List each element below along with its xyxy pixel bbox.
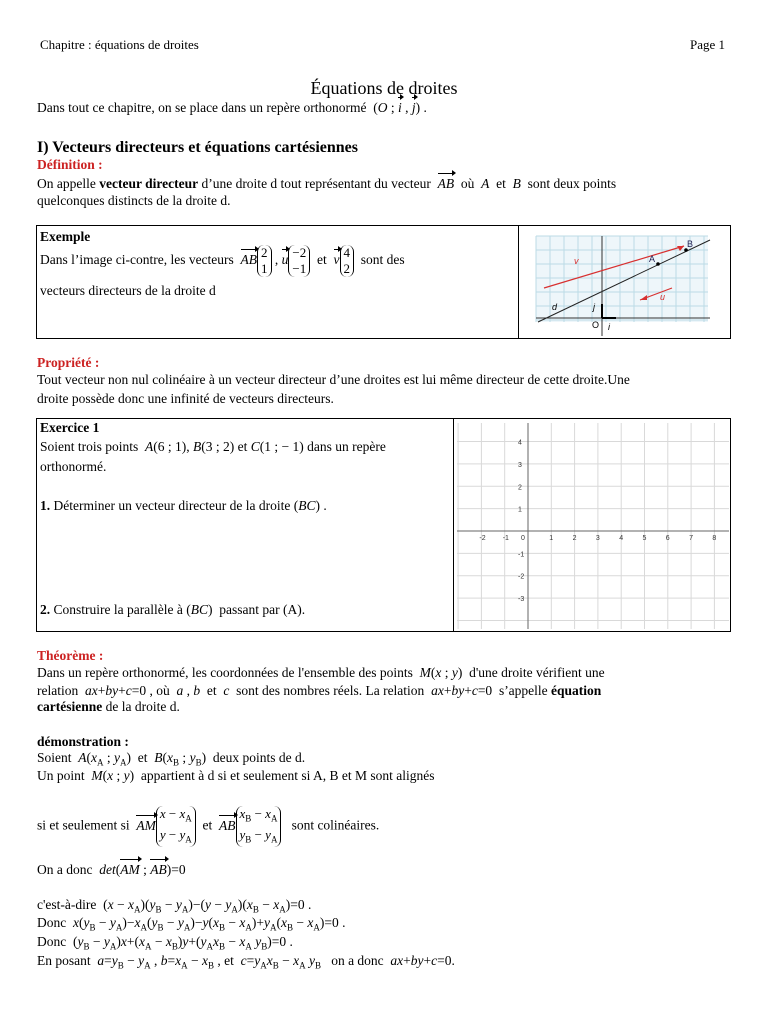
y-tick-label: 4 (518, 439, 522, 447)
y-tick-label: -3 (518, 596, 525, 604)
exercise-question-2: 2. Construire la parallèle à (BC) passant par (A). (40, 602, 306, 617)
page-title: Équations de droites (310, 78, 458, 98)
label-v: v (574, 256, 579, 266)
x-tick-label: 1 (549, 535, 554, 542)
definition-text-2: quelconques distincts de la droite d. (37, 193, 231, 208)
example-figure (530, 230, 720, 338)
x-tick-label: 7 (689, 535, 694, 542)
definition-label: Définition : (37, 157, 103, 172)
exercise-divider (453, 418, 454, 632)
y-tick-label: 2 (518, 484, 522, 492)
label-d: d (552, 302, 558, 312)
header-chapter: Chapitre : équations de droites (40, 37, 199, 52)
demo-line-8: En posant $a=y_B - y_A$ , $b=x_A - x_B$ , et $c=y_Ax_B - x_A$ $y_B$ on a donc ax+by+c=0. (37, 953, 455, 971)
example-divider (518, 225, 519, 339)
demo-line-4: On a donc det(AM ; AB)=0 (37, 862, 186, 877)
label-O: O (592, 320, 600, 330)
y-tick-label: -1 (518, 551, 525, 559)
exercise-grid (457, 421, 729, 629)
section-title: I) Vecteurs directeurs et équations cartésiennes (37, 139, 358, 156)
property-text-2: droite possède donc une infinité de vecteurs directeurs. (37, 391, 334, 406)
demo-line-5: c'est-à-dire $(x - x_A)(y_B - y_A)-(y - y_A)(x_B - x_A)=0$ . (37, 897, 312, 915)
intro: Dans tout ce chapitre, on se place dans un repère orthonormé (O ; i , j) . (37, 100, 427, 115)
property-label: Propriété : (37, 355, 100, 370)
theorem-text: Dans un repère orthonormé, les coordonnées de l'ensemble des points M(x ; y) d'une droite vérifient une (37, 665, 605, 680)
x-tick-label: 6 (665, 535, 670, 542)
definition-text: On appelle vecteur directeur d’une droite d tout représentant du vecteur AB où A et B sont deux points (37, 176, 617, 191)
x-tick-label: 3 (595, 535, 600, 542)
theorem-text-2: relation ax+by+c=0 , où a , b et c sont des nombres réels. La relation ax+by+c=0 s’appelle équation (37, 683, 602, 698)
label-i: i (608, 322, 610, 332)
label-A: A (649, 254, 656, 264)
label-j: j (593, 302, 595, 312)
label-B: B (687, 239, 694, 249)
exercise-text-2: orthonormé. (40, 459, 107, 474)
y-tick-label: -2 (518, 573, 525, 581)
x-tick-label: 4 (619, 535, 624, 542)
x-tick-label: 0 (521, 535, 525, 542)
label-u: u (660, 292, 666, 302)
example-text-2: vecteurs directeurs de la droite d (40, 283, 216, 298)
x-tick-label: -2 (479, 535, 486, 542)
exercise-label: Exercice 1 (40, 420, 100, 435)
x-tick-label: -1 (502, 535, 509, 542)
theorem-text-3: cartésienne de la droite d. (37, 699, 180, 714)
x-tick-label: 5 (642, 535, 647, 542)
theorem-label: Théorème : (37, 648, 104, 663)
example-label: Exemple (40, 229, 91, 244)
demo-label: démonstration : (37, 734, 129, 749)
demo-line-3: si et seulement si AM $x - x_A$ $y - y_A$ et AB $x_B - x_A$ $y_B - y_A$ sont colinéaires. (37, 806, 379, 847)
property-text: Tout vecteur non nul colinéaire à un vecteur directeur d’une droites est lui même directeur de cette droite.Une (37, 372, 630, 387)
demo-line-7: Donc $(y_B - y_A)x+(x_A - x_B)y+(y_Ax_B - x_A$ $y_B)=0$ . (37, 934, 293, 952)
x-tick-label: 2 (572, 535, 577, 542)
demo-line-2: Un point M(x ; y) appartient à d si et seulement si A, B et M sont alignés (37, 768, 435, 783)
demo-line-6: Donc $x(y_B - y_A)-x_A(y_B - y_A)-y(x_B - x_A)+y_A(x_B - x_A)=0$ . (37, 915, 346, 933)
y-tick-label: 1 (518, 506, 522, 514)
exercise-question-1: 1. Déterminer un vecteur directeur de la droite (BC) . (40, 498, 327, 513)
x-tick-label: 8 (712, 535, 717, 542)
example-text: Dans l’image ci-contre, les vecteurs AB 2 1 , u −2 −1 et v 4 2 sont des (40, 245, 405, 276)
exercise-text: Soient trois points A(6 ; 1), B(3 ; 2) et C(1 ; − 1) dans un repère (40, 439, 386, 454)
y-tick-label: 3 (518, 461, 522, 469)
header-page: Page 1 (690, 37, 726, 52)
demo-line-1: Soient $A(x_A$ ; $y_A$) et $B(x_B$ ; $y_B$) deux points de d. (37, 750, 306, 768)
